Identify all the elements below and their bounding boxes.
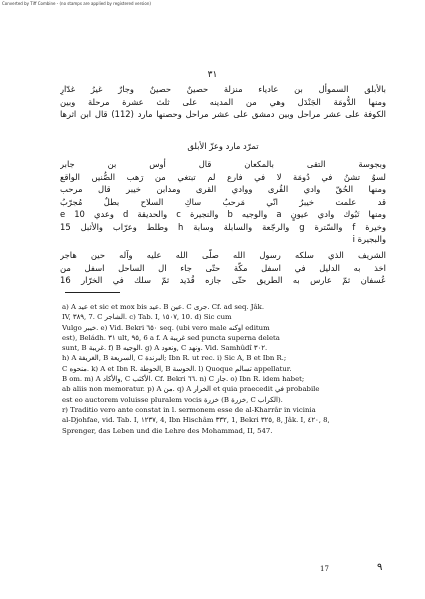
text-line: الشريف الذي سلكه رسول الله صلّى الله عليه وآله حين هاجر [60,250,386,260]
text-line: والبجيرة i [352,234,386,244]
text-line: بالأبلق السموأل بن عادياء منزلة حصينٌ حصينٌ وجارٌ غيرُ غدّارِ [60,84,386,94]
footnote-line: r) Traditio vero ante constat in l. sermonem esse de al-Kharrâr in vicinia [62,405,316,414]
footnote-line: B om. m) A والأكاد, C الأكثب. Cf. Bekri ٦٦. n) C جاز. o) Ibn R. idem habet; [62,375,305,384]
verse-line: تمرّد مارد وعزّ الأبلق [187,141,259,151]
arabic-paragraph-2 [60,158,386,246]
arabic-paragraph-1 [60,83,386,121]
footnote-line: IV, ٣٨٩, 7. C الشاجر. c) Tab. I, ١٥٠٧, 10. d) Sic cum [62,313,232,322]
text-line: اخذ به الدليل في اسفل مكّة حتّى جاء ال الساحل اسفل من [60,262,386,273]
footnote-line: al-Djohfae, vid. Tab. I, ١٢٣٧, 4, Ibn Hischâm ٣٣٢, 1, Bekri ٣٢٥, 8, Jâk. I, ٤٢٠, 8, [62,416,330,425]
footnotes [62,302,388,436]
text-line: وبجوسة التقى بالمكعان قال أوس بن جابر [60,159,386,169]
footnote-line: est eo auctorem voluisse pluralem vocis خزرة (B خزرة, C الكراب). [62,395,283,404]
page-number: ٣١ [207,70,218,80]
text-line: قد علمت خيبرُ انّي مَرحبُ ساكِ السلاح بطلٌ مُجرّبُ [60,196,386,207]
text-line: لسوُ تشنُ في دُومَة لا في فارع لم تبتغي من رَهب الصُّنيں الواقع [60,171,386,182]
converter-banner: Converted by Tiff Combine - (no stamps are applied by registered version) [2,1,151,6]
footnote-line: Sprenger, das Leben und die Lehre des Mohammad, II, 547. [62,426,273,435]
text-line: وخيرة f والسّترة g والرجّعة والسابلة وسابة h وطلط وعرّاب والأثبل 15 [60,221,386,232]
signature-mark: ٩ [377,562,383,573]
footnote-line: ab aliis non memoratur. p) A من. q) A الخرار et quia praecedit في probabile [62,385,320,394]
footnote-rule [65,292,120,293]
footer-page-number: 17 [320,565,329,573]
text-line: عُسفان ثمّ عارس به الطريق حتّى جازه قُدَيد ثمّ سلك في الخرّار 16 [60,275,386,285]
footnote-line: h) A الغريفة, B السريعة, C البرندة; Ibn R. ut rec. i) Sic A, B et Ibn R.; [62,354,287,363]
text-line: ومنها الحُقّ وادي القُرى ووادي القرى ومدابن خيبر قال مرحب [60,184,386,194]
text-line: ومنها تَبُوك وادي عيونٍ a والوجيه b والنجيرة c والحديقة d وعدي e 10 [60,209,386,219]
footnote-line: Vulgo خيبر. e) Vid. Bekri ٦٥٠ seq. (ubi vero male اوكنه editum [62,323,270,332]
text-line: الكوفة على عشر مراحل وبين دمشق على عشر مراحل وحصنها مارد (112) قال ابن اثرها [60,109,386,119]
footnote-line: est), Beládh. ٣١ ult, ٩٥, 6 a f. A غريبة sed puncta superna deleta [62,333,280,342]
footnote-line: sunt, B غريبة. f) B الوجيه. g) A ونعود, C ونهد. Vid. Samhûdî ٣٠٢. [62,344,268,353]
footnote-line: C منحوه. k) A et Ibn R. الحوطة, B الحوسة. l) Quoque تسالم appellatur. [62,364,292,373]
footnote-line: a) A عيد et sic et mox bis عيد. B عين. C جرى. Cf. ad seq. Jâk. [62,303,265,311]
text-line: ومنها الدُّومَة الجَنْدَل وهي من المدينه على ثلث عشرة مرحلة وبين [60,96,386,107]
arabic-paragraph-3 [60,249,386,287]
